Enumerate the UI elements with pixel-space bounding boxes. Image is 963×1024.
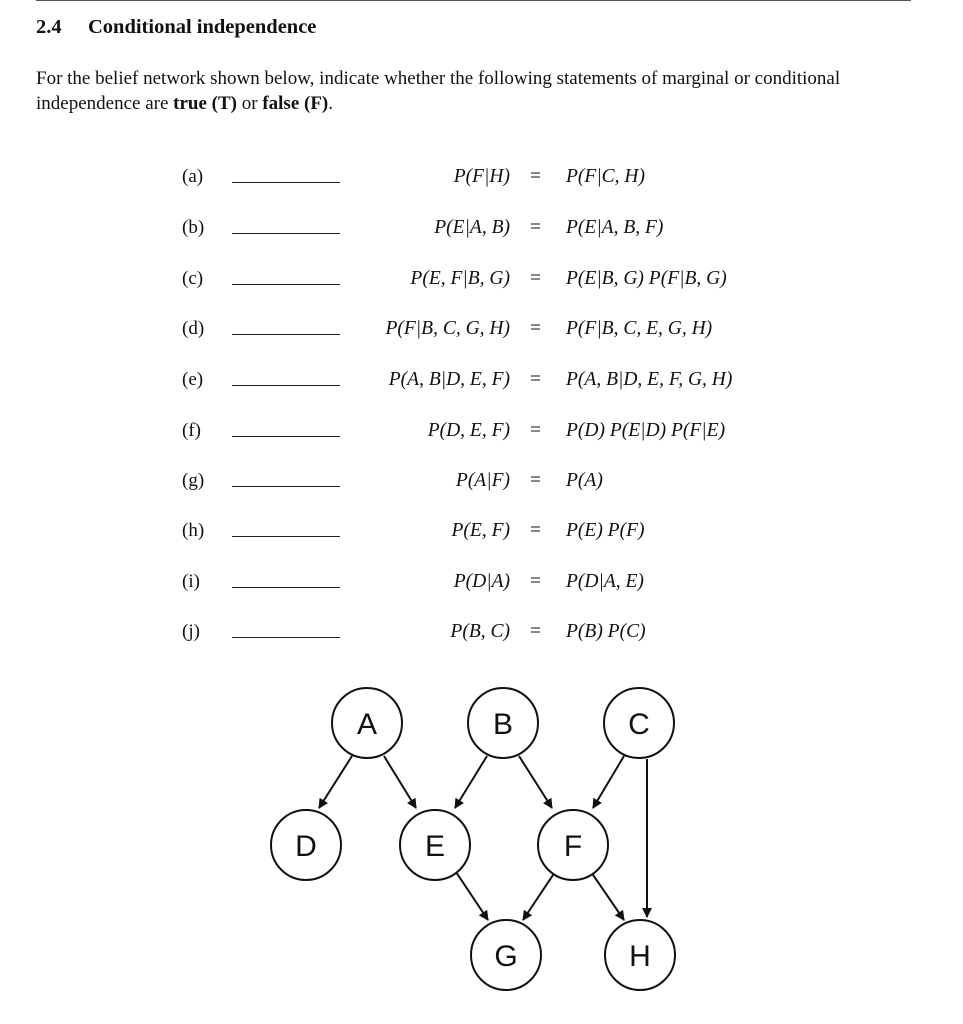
statement-label: (b) [182, 217, 205, 238]
node-f [538, 810, 608, 880]
edge-a-e [384, 756, 416, 808]
edge-e-g [454, 869, 488, 920]
statement-g [0, 470, 963, 504]
statement-rhs: P(E|B, G) P(F|B, G) [566, 268, 727, 289]
statement-rhs: P(F|B, C, E, G, H) [566, 318, 713, 339]
statement-label: (e) [182, 369, 204, 390]
statement-f [0, 420, 963, 454]
node-h [605, 920, 675, 990]
statement-rhs: P(B) P(C) [566, 621, 646, 642]
equals-sign: = [530, 420, 541, 441]
node-d-label: D [295, 830, 317, 863]
statement-rhs: P(A) [566, 470, 603, 491]
equals-sign: = [530, 571, 541, 592]
node-c-label: C [628, 708, 650, 741]
statement-b [0, 217, 963, 251]
belief-network-diagram [0, 680, 963, 1000]
equals-sign: = [530, 520, 541, 541]
intro-period: . [328, 93, 334, 114]
node-g-label: G [494, 940, 518, 973]
equals-sign: = [530, 318, 541, 339]
statement-rhs: P(E) P(F) [566, 520, 645, 541]
edge-b-f [519, 756, 552, 808]
statement-label: (g) [182, 470, 205, 491]
section-heading [36, 16, 316, 39]
statement-rhs: P(E|A, B, F) [566, 217, 664, 238]
answer-blank[interactable] [232, 486, 340, 487]
answer-blank[interactable] [232, 233, 340, 234]
statement-label: (c) [182, 268, 204, 289]
node-b [468, 688, 538, 758]
node-a [332, 688, 402, 758]
node-g [471, 920, 541, 990]
answer-blank[interactable] [232, 536, 340, 537]
true-label: true (T) [173, 93, 237, 114]
edge-c-f [593, 756, 624, 808]
node-e [400, 810, 470, 880]
node-f-label: F [563, 830, 583, 863]
answer-blank[interactable] [232, 284, 340, 285]
statement-label: (i) [182, 571, 200, 592]
statement-label: (j) [182, 621, 200, 642]
node-a-label: A [356, 708, 378, 741]
equals-sign: = [530, 166, 541, 187]
statement-lhs: P(F|B, C, G, H) [385, 318, 510, 339]
statement-label: (h) [182, 520, 205, 541]
statement-h [0, 520, 963, 554]
statement-rhs: P(D|A, E) [566, 571, 644, 592]
statement-rhs: P(A, B|D, E, F, G, H) [566, 369, 733, 390]
edge-b-e [455, 756, 487, 808]
top-rule [36, 0, 911, 1]
statement-lhs: P(D, E, F) [427, 420, 510, 441]
statement-i [0, 571, 963, 605]
statement-lhs: P(D|A) [453, 571, 510, 592]
edge-f-h [589, 869, 624, 920]
statement-lhs: P(F|H) [453, 166, 510, 187]
statement-lhs: P(E, F|B, G) [410, 268, 510, 289]
section-title: Conditional independence [88, 16, 317, 38]
node-h-label: H [629, 940, 651, 973]
answer-blank[interactable] [232, 385, 340, 386]
statement-rhs: P(D) P(E|D) P(F|E) [566, 420, 726, 441]
statement-rhs: P(F|C, H) [566, 166, 646, 187]
intro-text: For the belief network shown below, indicate whether the following statements of marginal or conditional independence are [36, 68, 841, 114]
statement-d [0, 318, 963, 352]
equals-sign: = [530, 369, 541, 390]
statement-label: (f) [182, 420, 201, 441]
statement-a [0, 166, 963, 200]
statement-label: (d) [182, 318, 205, 339]
edge-f-g [523, 869, 557, 920]
intro-or: or [236, 93, 263, 114]
node-d [271, 810, 341, 880]
answer-blank[interactable] [232, 436, 340, 437]
false-label: false (F) [262, 93, 329, 114]
equals-sign: = [530, 268, 541, 289]
node-e-label: E [424, 830, 446, 863]
statement-lhs: P(E|A, B) [434, 217, 510, 238]
equals-sign: = [530, 217, 541, 238]
statement-label: (a) [182, 166, 204, 187]
instructions-paragraph [36, 66, 916, 116]
node-b-label: B [492, 708, 514, 741]
answer-blank[interactable] [232, 637, 340, 638]
equals-sign: = [530, 470, 541, 491]
answer-blank[interactable] [232, 587, 340, 588]
statement-lhs: P(A|F) [455, 470, 510, 491]
edge-a-d [319, 756, 352, 808]
statement-lhs: P(E, F) [451, 520, 510, 541]
answer-blank[interactable] [232, 182, 340, 183]
statement-lhs: P(B, C) [450, 621, 510, 642]
statement-j [0, 621, 963, 655]
statement-lhs: P(A, B|D, E, F) [388, 369, 510, 390]
statement-c [0, 268, 963, 302]
statement-e [0, 369, 963, 403]
answer-blank[interactable] [232, 334, 340, 335]
section-number: 2.4 [36, 16, 62, 38]
node-c [604, 688, 674, 758]
equals-sign: = [530, 621, 541, 642]
